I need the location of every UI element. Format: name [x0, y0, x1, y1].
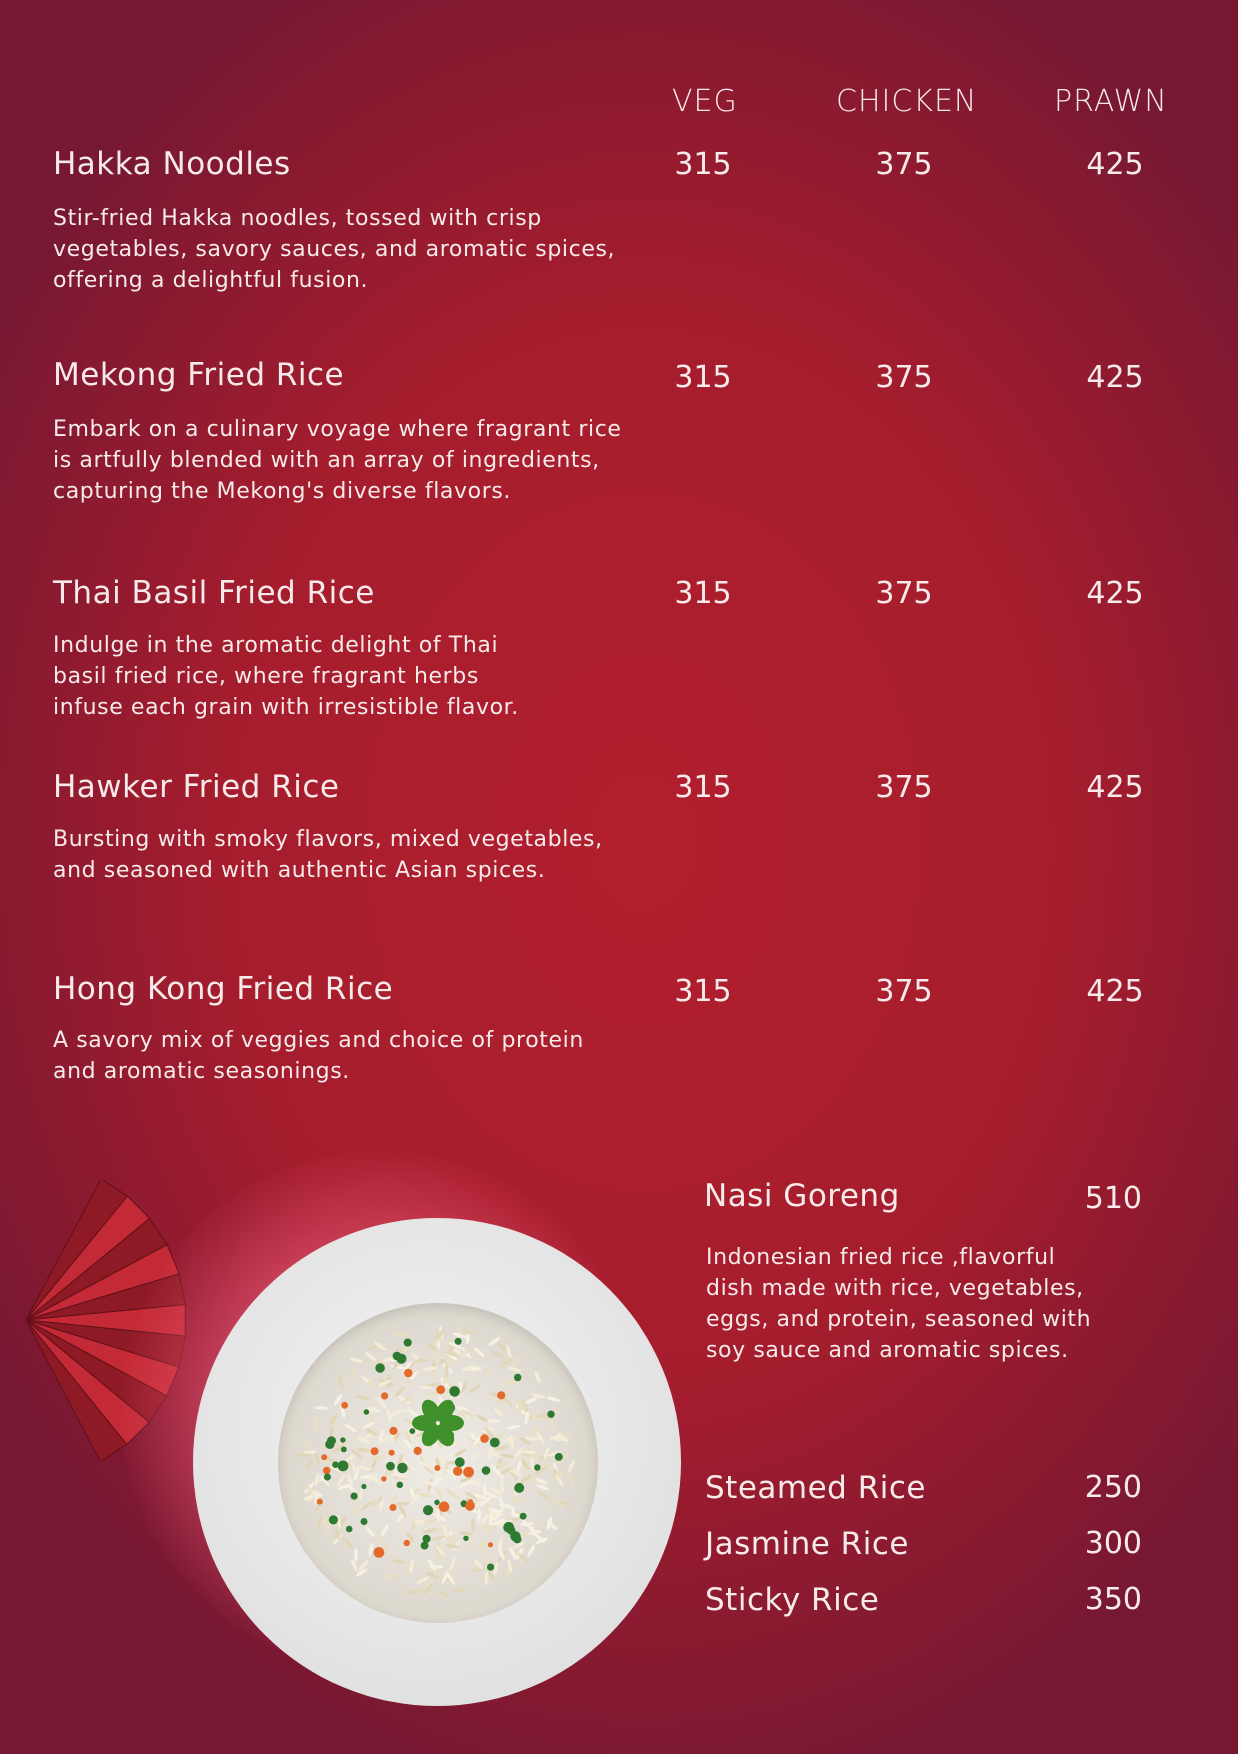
- rice-grain: [300, 1437, 312, 1450]
- rice-grain: [412, 1518, 417, 1532]
- carrot-piece: [381, 1476, 386, 1481]
- fried-rice-image: [278, 1303, 598, 1623]
- rice-grain: [418, 1492, 432, 1498]
- green-onion-piece: [324, 1473, 331, 1480]
- rice-grain: [356, 1395, 370, 1401]
- green-onion-piece: [514, 1374, 521, 1381]
- carrot-piece: [371, 1447, 379, 1455]
- rice-grain: [370, 1454, 384, 1460]
- rice-grain: [344, 1423, 358, 1433]
- rice-grain: [537, 1490, 550, 1501]
- item-name: Hawker Fried Rice: [53, 769, 340, 805]
- green-onion-piece: [534, 1464, 540, 1470]
- rice-grain: [453, 1588, 467, 1592]
- carrot-piece: [341, 1402, 348, 1409]
- green-onion-piece: [397, 1463, 407, 1473]
- carrot-piece: [463, 1467, 474, 1478]
- rice-grain: [471, 1517, 475, 1531]
- price-veg: 315: [674, 147, 732, 182]
- rice-grain: [337, 1375, 344, 1389]
- rice-grain: [459, 1530, 473, 1536]
- rice-grain: [350, 1558, 359, 1572]
- rice-grain: [566, 1473, 576, 1487]
- price-prawn: 425: [1086, 974, 1144, 1009]
- green-onion-piece: [325, 1440, 334, 1449]
- carrot-piece: [414, 1447, 422, 1455]
- special-description: Indonesian fried rice ,flavorful dish made with rice, vegetables, eggs, and protein, seasoned with soy sauce and aromatic spices.: [706, 1245, 1092, 1363]
- price-veg: 315: [674, 770, 732, 805]
- rice-grain: [304, 1457, 314, 1471]
- rice-grain: [533, 1370, 541, 1384]
- carrot-piece: [390, 1504, 397, 1511]
- green-onion-piece: [386, 1462, 395, 1471]
- green-onion-piece: [329, 1515, 338, 1524]
- special-name: Nasi Goreng: [704, 1178, 900, 1214]
- rice-grain: [509, 1434, 515, 1448]
- carrot-piece: [321, 1454, 327, 1460]
- carrot-piece: [480, 1434, 489, 1443]
- rice-grain: [526, 1544, 536, 1558]
- rice-grain: [392, 1558, 406, 1564]
- green-onion-piece: [513, 1535, 521, 1543]
- rice-grain: [491, 1350, 505, 1359]
- rice-grain: [495, 1340, 507, 1352]
- green-onion-piece: [393, 1352, 402, 1361]
- rice-grain: [343, 1537, 355, 1550]
- item-name: Thai Basil Fried Rice: [53, 575, 375, 611]
- rice-grain: [473, 1346, 486, 1358]
- rice-grain: [356, 1448, 370, 1453]
- rice-grain: [510, 1495, 524, 1503]
- rice-grain: [369, 1459, 378, 1473]
- rice-grain: [475, 1414, 489, 1423]
- rice-grain: [436, 1589, 450, 1599]
- price-prawn: 425: [1086, 360, 1144, 395]
- carrot-piece: [404, 1369, 413, 1378]
- green-onion-piece: [547, 1411, 554, 1418]
- rice-grain: [477, 1508, 481, 1522]
- column-header-prawn: PRAWN: [1054, 84, 1168, 119]
- green-onion-piece: [434, 1500, 439, 1505]
- rice-grain: [374, 1536, 387, 1548]
- carrot-piece: [374, 1547, 385, 1558]
- rice-grain: [483, 1484, 487, 1498]
- price-veg: 315: [674, 576, 732, 611]
- price-veg: 315: [674, 360, 732, 395]
- side-name: Sticky Rice: [705, 1582, 880, 1618]
- rice-grain: [364, 1525, 376, 1538]
- price-prawn: 425: [1086, 576, 1144, 611]
- item-description: Indulge in the aromatic delight of Thai basil fried rice, where fragrant herbs infuse each grain with irresistible flavor.: [53, 633, 519, 720]
- green-onion-piece: [555, 1453, 563, 1461]
- green-onion-piece: [482, 1466, 491, 1475]
- rice-grain: [511, 1355, 524, 1367]
- rice-grain: [444, 1487, 457, 1498]
- rice-grain: [508, 1366, 522, 1373]
- carrot-piece: [389, 1427, 397, 1435]
- rice-grain: [431, 1535, 445, 1542]
- green-onion-piece: [455, 1457, 465, 1467]
- side-price: 250: [1084, 1470, 1142, 1505]
- rice-grain: [350, 1357, 364, 1364]
- carrot-piece: [436, 1385, 445, 1394]
- rice-grain: [443, 1534, 457, 1545]
- carrot-piece: [439, 1501, 450, 1512]
- carrot-piece: [488, 1542, 493, 1547]
- rice-grain: [314, 1406, 328, 1410]
- rice-texture: [278, 1303, 598, 1623]
- green-onion-piece: [487, 1564, 494, 1571]
- item-description: Bursting with smoky flavors, mixed vegetables, and seasoned with authentic Asian spices.: [53, 827, 603, 883]
- rice-grain: [554, 1437, 568, 1441]
- rice-grain: [469, 1451, 483, 1461]
- rice-grain: [354, 1548, 358, 1562]
- rice-grain: [314, 1418, 319, 1432]
- price-chicken: 375: [875, 360, 933, 395]
- rice-grain: [505, 1381, 519, 1385]
- side-name: Jasmine Rice: [705, 1526, 909, 1562]
- green-onion-piece: [455, 1338, 462, 1345]
- green-onion-piece: [520, 1513, 527, 1520]
- rice-grain: [536, 1483, 550, 1491]
- green-onion-piece: [351, 1493, 358, 1500]
- green-onion-piece: [397, 1482, 404, 1489]
- special-price: 510: [1084, 1181, 1142, 1216]
- side-price: 350: [1084, 1582, 1142, 1617]
- carrot-piece: [453, 1467, 462, 1476]
- price-chicken: 375: [875, 147, 933, 182]
- rice-grain: [506, 1424, 520, 1430]
- carrot-piece: [317, 1499, 323, 1505]
- carrot-piece: [465, 1501, 475, 1511]
- carrot-piece: [389, 1450, 395, 1456]
- green-onion-piece: [346, 1526, 353, 1533]
- rice-grain: [349, 1367, 357, 1381]
- column-header-chicken: CHICKEN: [836, 84, 978, 119]
- green-onion-piece: [409, 1428, 415, 1434]
- rice-grain: [479, 1539, 486, 1553]
- green-onion-piece: [341, 1447, 347, 1453]
- green-onion-piece: [361, 1484, 366, 1489]
- carrot-piece: [497, 1391, 505, 1399]
- green-onion-piece: [490, 1438, 500, 1448]
- green-onion-piece: [340, 1437, 345, 1442]
- rice-grain: [498, 1495, 504, 1509]
- item-name: Hong Kong Fried Rice: [53, 971, 394, 1007]
- rice-grain: [469, 1383, 482, 1394]
- carrot-piece: [381, 1392, 388, 1399]
- item-description: Embark on a culinary voyage where fragrant rice is artfully blended with an array of ingredients, capturing the Mekong's diverse flavors.: [53, 417, 622, 504]
- rice-grain: [449, 1556, 457, 1570]
- item-description: Stir-fried Hakka noodles, tossed with crisp vegetables, savory sauces, and aromatic spices, offering a delightful fusion.: [53, 206, 616, 293]
- item-name: Mekong Fried Rice: [53, 357, 345, 393]
- rice-grain: [314, 1473, 321, 1487]
- green-onion-piece: [364, 1409, 370, 1415]
- rice-grain: [524, 1396, 538, 1405]
- rice-grain: [492, 1406, 504, 1418]
- rice-grain: [314, 1452, 321, 1466]
- carrot-piece: [434, 1465, 440, 1471]
- rice-grain: [409, 1493, 420, 1507]
- item-description: A savory mix of veggies and choice of protein and aromatic seasonings.: [53, 1028, 584, 1084]
- green-onion-piece: [338, 1461, 349, 1472]
- price-prawn: 425: [1086, 147, 1144, 182]
- rice-grain: [350, 1504, 361, 1517]
- carrot-piece: [323, 1467, 331, 1475]
- side-name: Steamed Rice: [705, 1470, 926, 1506]
- green-onion-piece: [423, 1505, 433, 1515]
- rice-grain: [365, 1376, 375, 1390]
- rice-grain: [394, 1333, 408, 1337]
- rice-grain: [395, 1502, 409, 1506]
- rice-grain: [364, 1351, 377, 1363]
- rice-grain: [567, 1459, 576, 1473]
- price-veg: 315: [674, 974, 732, 1009]
- rice-grain: [500, 1357, 513, 1368]
- rice-grain: [368, 1542, 375, 1556]
- green-onion-piece: [449, 1386, 460, 1397]
- rice-grain: [454, 1448, 468, 1458]
- rice-grain: [546, 1395, 560, 1402]
- rice-grain: [380, 1523, 390, 1537]
- price-chicken: 375: [875, 576, 933, 611]
- rice-grain: [382, 1574, 396, 1578]
- price-chicken: 375: [875, 770, 933, 805]
- rice-grain: [500, 1453, 514, 1459]
- green-onion-piece: [375, 1363, 385, 1373]
- rice-grain: [408, 1589, 422, 1595]
- rice-grain: [424, 1518, 438, 1524]
- rice-grain: [500, 1480, 504, 1494]
- rice-grain: [505, 1345, 513, 1359]
- carrot-piece: [404, 1540, 410, 1546]
- green-onion-piece: [514, 1483, 524, 1493]
- price-prawn: 425: [1086, 770, 1144, 805]
- rice-grain: [482, 1365, 493, 1378]
- green-onion-piece: [421, 1542, 429, 1550]
- green-onion-piece: [332, 1461, 339, 1468]
- price-chicken: 375: [875, 974, 933, 1009]
- rice-grain: [434, 1486, 444, 1500]
- side-price: 300: [1084, 1526, 1142, 1561]
- item-name: Hakka Noodles: [53, 146, 291, 182]
- green-onion-piece: [463, 1536, 468, 1541]
- green-onion-piece: [404, 1339, 412, 1347]
- column-header-veg: VEG: [672, 84, 738, 119]
- green-onion-piece: [361, 1518, 368, 1525]
